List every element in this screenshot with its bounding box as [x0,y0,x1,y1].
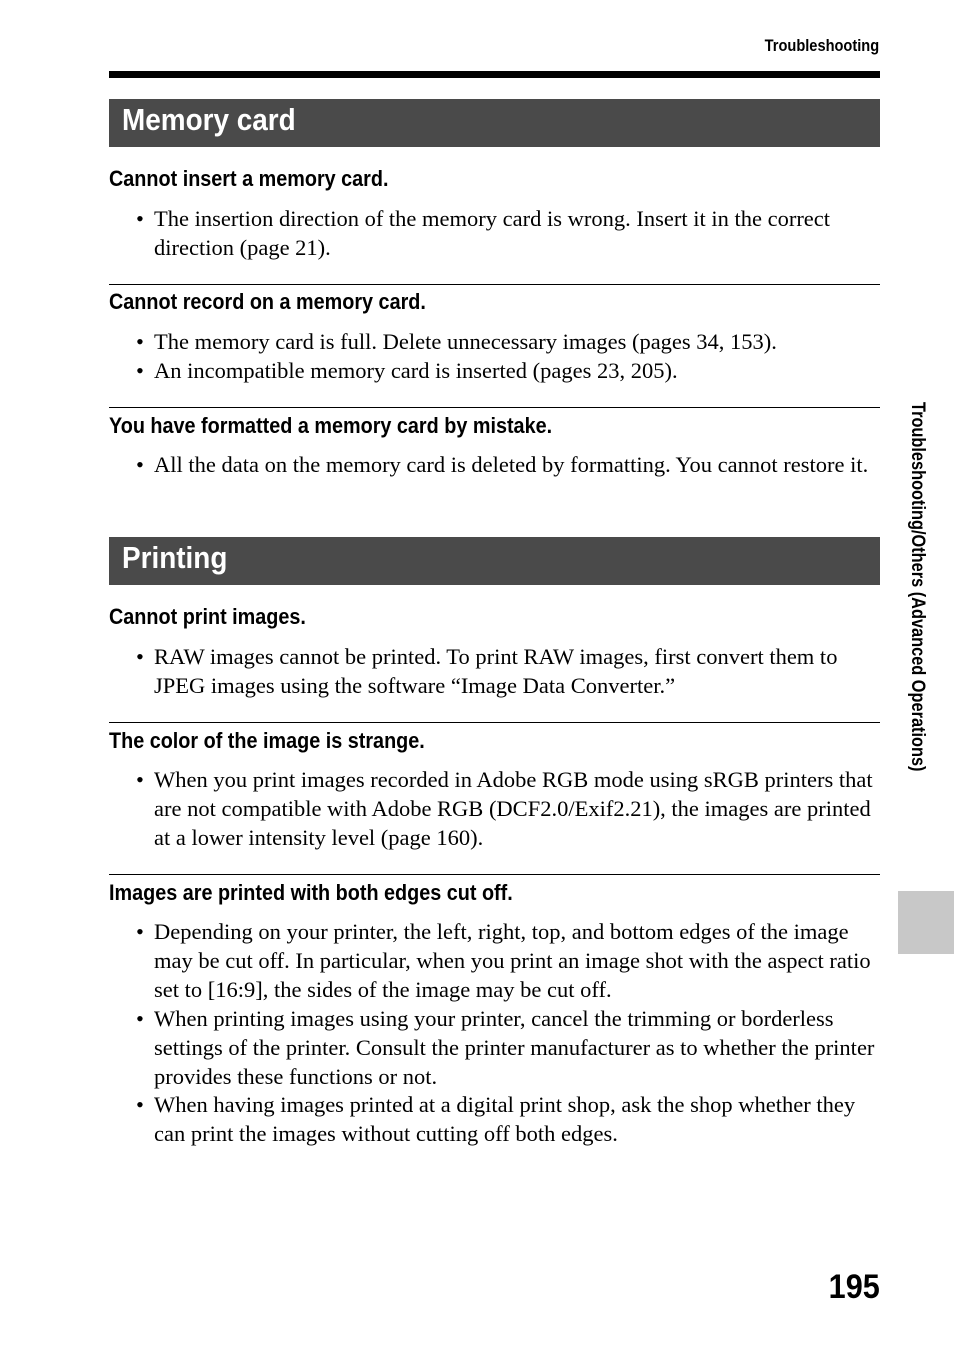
problem-heading: The color of the image is strange. [109,728,425,753]
divider [109,722,880,723]
problem-heading: You have formatted a memory card by mistake. [109,413,553,438]
section-title: Printing [122,540,228,575]
page-number: 195 [828,1268,880,1306]
bullet-dot-icon: • [136,329,144,354]
bullet-text: Depending on your printer, the left, right, top, and bottom edges of the image may be cut off. In particular, when you print an image shot with the aspect ratio set to [16:9], the sides of the image may be cut off. [154,919,871,1002]
section-heading-printing [109,537,880,585]
bullet-item [136,765,876,852]
bullet-dot-icon: • [136,767,144,792]
divider [109,284,880,285]
bullet-text: RAW images cannot be printed. To print RAW images, first convert them to JPEG images using the software “Image Data Converter.” [154,644,838,698]
divider [109,874,880,875]
problem-heading: Cannot insert a memory card. [109,166,389,191]
top-rule [109,71,880,78]
bullet-dot-icon: • [136,1092,144,1117]
bullet-dot-icon: • [136,644,144,669]
bullet-item [136,917,876,1004]
side-tab-text: Troubleshooting/Others (Advanced Operations) [907,402,928,772]
bullet-dot-icon: • [136,358,144,383]
bullet-text: When printing images using your printer, cancel the trimming or borderless settings of the printer. Consult the printer manufacturer as to whether the printer provides these functions or not. [154,1006,875,1089]
bullet-item [136,356,876,385]
problem-heading: Cannot record on a memory card. [109,289,426,314]
bullet-text: An incompatible memory card is inserted (pages 23, 205). [154,358,678,383]
side-tab-marker [898,891,954,954]
bullet-text: The insertion direction of the memory card is wrong. Insert it in the correct direction (page 21). [154,206,831,260]
section-title: Memory card [122,102,296,137]
running-head: Troubleshooting [764,36,879,55]
side-tab-label [908,402,928,872]
problem-heading: Images are printed with both edges cut off. [109,880,513,905]
divider [109,407,880,408]
bullet-dot-icon: • [136,1006,144,1031]
section-heading-memory-card [109,99,880,147]
bullet-dot-icon: • [136,206,144,231]
bullet-text: When you print images recorded in Adobe RGB mode using sRGB printers that are not compatible with Adobe RGB (DCF2.0/Exif2.21), the images are printed at a lower intensity level (page 160). [154,767,873,850]
bullet-text: When having images printed at a digital print shop, ask the shop whether they can print the images without cutting off both edges. [154,1092,856,1146]
bullet-dot-icon: • [136,452,144,477]
bullet-dot-icon: • [136,919,144,944]
bullet-item [136,1004,876,1091]
bullet-item [136,642,876,700]
problem-heading: Cannot print images. [109,604,306,629]
bullet-text: All the data on the memory card is deleted by formatting. You cannot restore it. [154,452,869,477]
bullet-item [136,1090,876,1148]
bullet-item [136,450,876,479]
bullet-text: The memory card is full. Delete unnecessary images (pages 34, 153). [154,329,777,354]
bullet-item [136,327,876,356]
bullet-item [136,204,876,262]
